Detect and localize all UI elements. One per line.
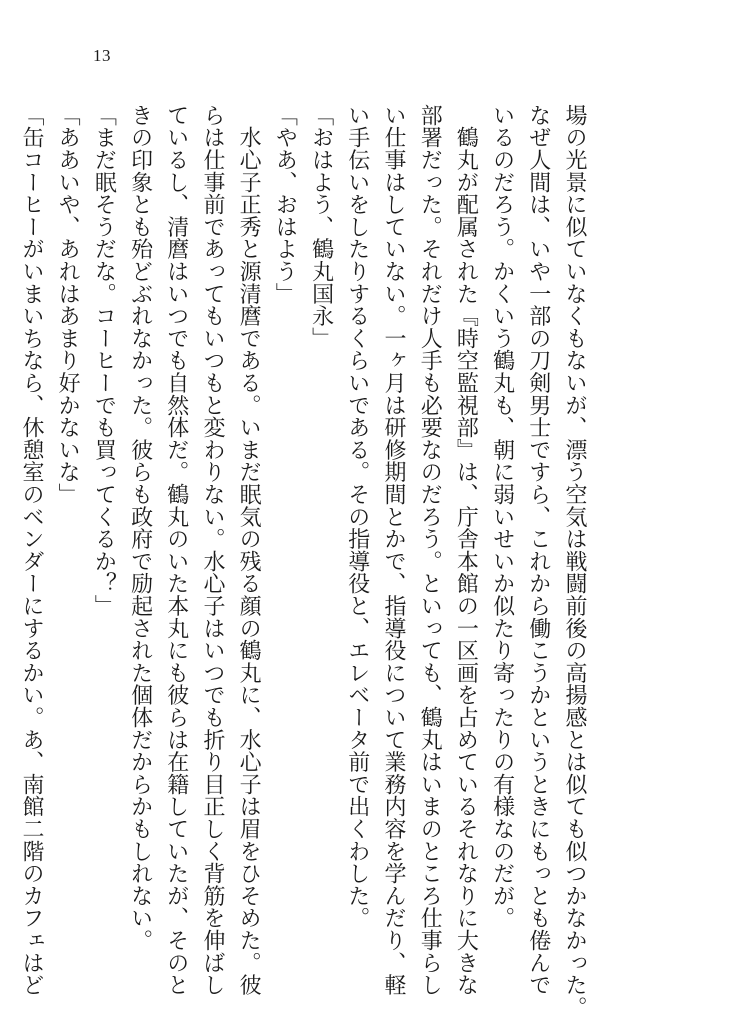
- dialogue-line: 「やあ、おはよう」: [272, 104, 298, 305]
- dialogue-line: 「ああいや、あれはあまり好かないな」: [55, 104, 81, 506]
- text-line: 場の光景に似ていなくもないが、漂う空気は戦闘前後の高揚感とは似ても似つかなかった。: [562, 104, 587, 1019]
- text-line: ているし、清麿はいつでも自然体だ。鶴丸のいた本丸にも彼らは在籍していたが、そのと: [163, 104, 189, 996]
- text-line: い仕事はしていない。一ヶ月は研修期間とかで、指導役について業務内容を学んだり、軽: [380, 104, 406, 996]
- dialogue-line: 「缶コーヒーがいまいちなら、休憩室のベンダーにするかい。あ、南館二階のカフェはど: [18, 104, 44, 996]
- text-line: 鶴丸が配属された『時空監視部』は、庁舎本館の一区画を占めているそれなりに大きな: [453, 104, 479, 996]
- body-text: [13, 104, 592, 1019]
- text-line: い手伝いをしたりするくらいである。その指導役と、エレベータ前で出くわした。: [344, 104, 370, 930]
- text-line: いるのだろう。かくいう鶴丸も、朝に弱いせいか似たり寄ったりの有様なのだが。: [489, 104, 515, 930]
- text-line: 部署だった。それだけ人手も必要なのだろう。といっても、鶴丸はいまのところ仕事らし: [417, 104, 443, 996]
- text-line: らは仕事前であってもいつもと変わりない。水心子はいつでも折り目正しく背筋を伸ばし: [199, 104, 225, 996]
- dialogue-line: 「おはよう、鶴丸国永」: [308, 104, 334, 350]
- text-line: 水心子正秀と源清麿である。いまだ眠気の残る顔の鶴丸に、水心子は眉をひそめた。彼: [236, 104, 262, 996]
- text-line: きの印象とも殆どぶれなかった。彼らも政府で励起された個体だからかもしれない。: [127, 104, 153, 952]
- text-line: なぜ人間は、いや一部の刀剣男士ですら、これから働こうかというときにもっとも倦んで: [525, 104, 551, 996]
- page-number: 13: [93, 46, 111, 65]
- dialogue-line: 「まだ眠そうだな。コーヒーでも買ってくるか？」: [91, 104, 117, 617]
